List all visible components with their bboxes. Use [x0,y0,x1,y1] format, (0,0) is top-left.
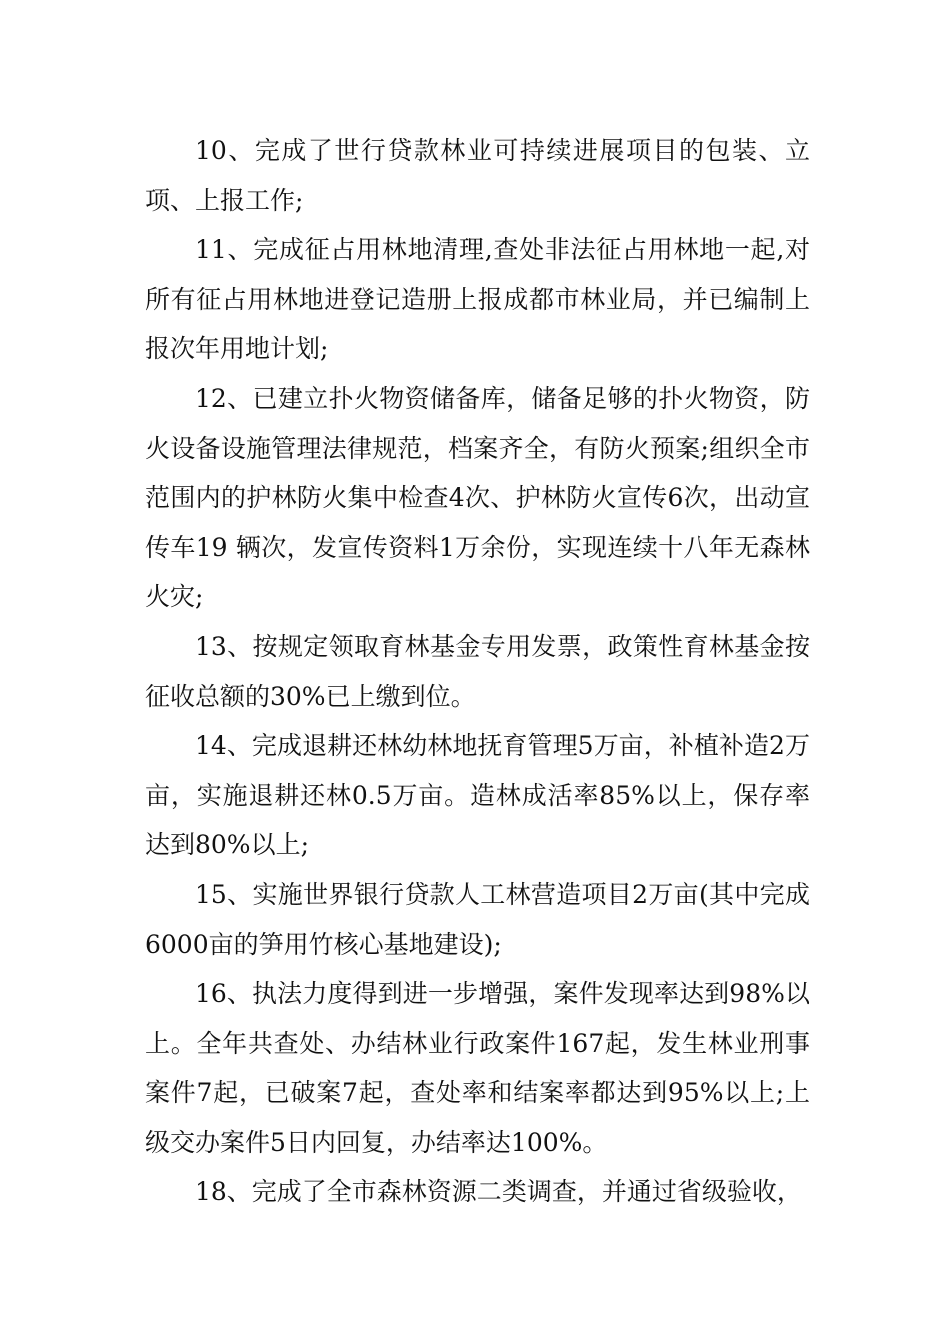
paragraph-12: 12、已建立扑火物资储备库，储备足够的扑火物资，防火设备设施管理法律规范，档案齐全，有防火预案;组织全市范围内的护林防火集中检查4次、护林防火宣传6次，出动宣传车19 辆次，发宣传资料1万余份，实现连续十八年无森林火灾; [145,383,810,612]
paragraph-11: 11、完成征占用林地清理,查处非法征占用林地一起,对所有征占用林地进登记造册上报成都市林业局，并已编制上报次年用地计划; [145,235,810,364]
paragraph-18: 18、完成了全市森林资源二类调查，并通过省级验收， [195,1177,802,1207]
paragraph-16: 16、执法力度得到进一步增强，案件发现率达到98%以上。全年共查处、办结林业行政案件167起，发生林业刑事案件7起，已破案7起，查处率和结案率都达到95%以上;上级交办案件5日内回复，办结率达100%。 [145,979,810,1157]
document-body [145,126,810,1217]
paragraph-15: 15、实施世界银行贷款人工林营造项目2万亩(其中完成6000亩的笋用竹核心基地建设); [145,879,810,959]
paragraph-14: 14、完成退耕还林幼林地抚育管理5万亩，补植补造2万亩，实施退耕还林0.5万亩。造林成活率85%以上，保存率达到80%以上; [145,731,810,860]
paragraph-10: 10、完成了世行贷款林业可持续进展项目的包装、立项、上报工作; [145,136,810,215]
paragraph-13: 13、按规定领取育林基金专用发票，政策性育林基金按征收总额的30%已上缴到位。 [145,631,810,711]
